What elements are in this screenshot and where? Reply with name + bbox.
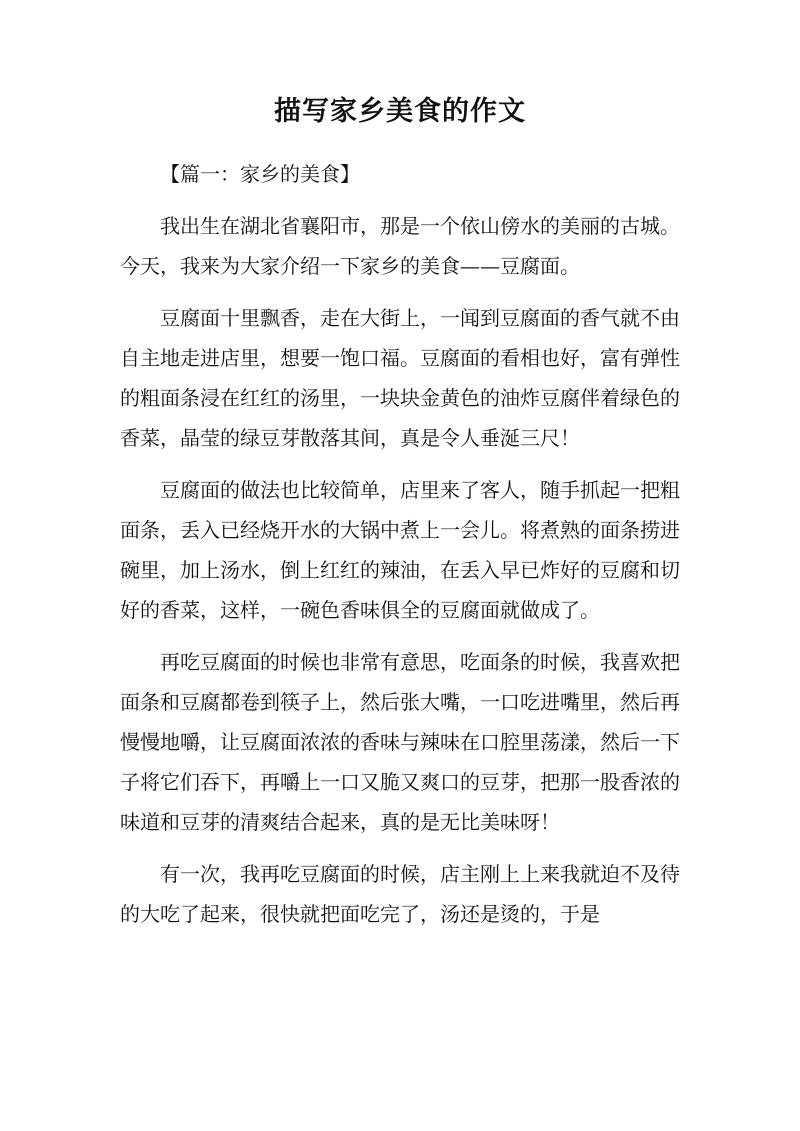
document-page (120, 92, 680, 946)
section-heading: 【篇一：家乡的美食】 (160, 162, 360, 186)
paragraph-recipe: 豆腐面的做法也比较简单，店里来了客人，随手抓起一把粗面条，丢入已经烧开水的大锅中煮上一会儿。将煮熟的面条捞进碗里，加上汤水，倒上红红的辣油，在丢入早已炸好的豆腐和切好的香菜，这样，一碗色香味俱全的豆腐面就做成了。 (120, 478, 680, 622)
document-title: 描写家乡美食的作文 (274, 96, 526, 127)
paragraph-eating: 再吃豆腐面的时候也非常有意思，吃面条的时候，我喜欢把面条和豆腐都卷到筷子上，然后张大嘴，一口吃进嘴里，然后再慢慢地嚼，让豆腐面浓浓的香味与辣味在口腔里荡漾，然后一下子将它们吞下，再嚼上一口又脆又爽口的豆芽，把那一股香浓的味道和豆芽的清爽结合起来，真的是无比美味呀！ (120, 650, 680, 834)
paragraph-intro: 我出生在湖北省襄阳市，那是一个依山傍水的美丽的古城。今天，我来为大家介绍一下家乡的美食——豆腐面。 (120, 214, 680, 278)
paragraph-anecdote: 有一次，我再吃豆腐面的时候，店主刚上上来我就迫不及待的大吃了起来，很快就把面吃完了，汤还是烫的，于是 (120, 862, 680, 926)
paragraph-appearance: 豆腐面十里飘香，走在大街上，一闻到豆腐面的香气就不由自主地走进店里，想要一饱口福。豆腐面的看相也好，富有弹性的粗面条浸在红红的汤里，一块块金黄色的油炸豆腐伴着绿色的香菜，晶莹的绿豆芽散落其间，真是令人垂涎三尺！ (120, 306, 680, 450)
